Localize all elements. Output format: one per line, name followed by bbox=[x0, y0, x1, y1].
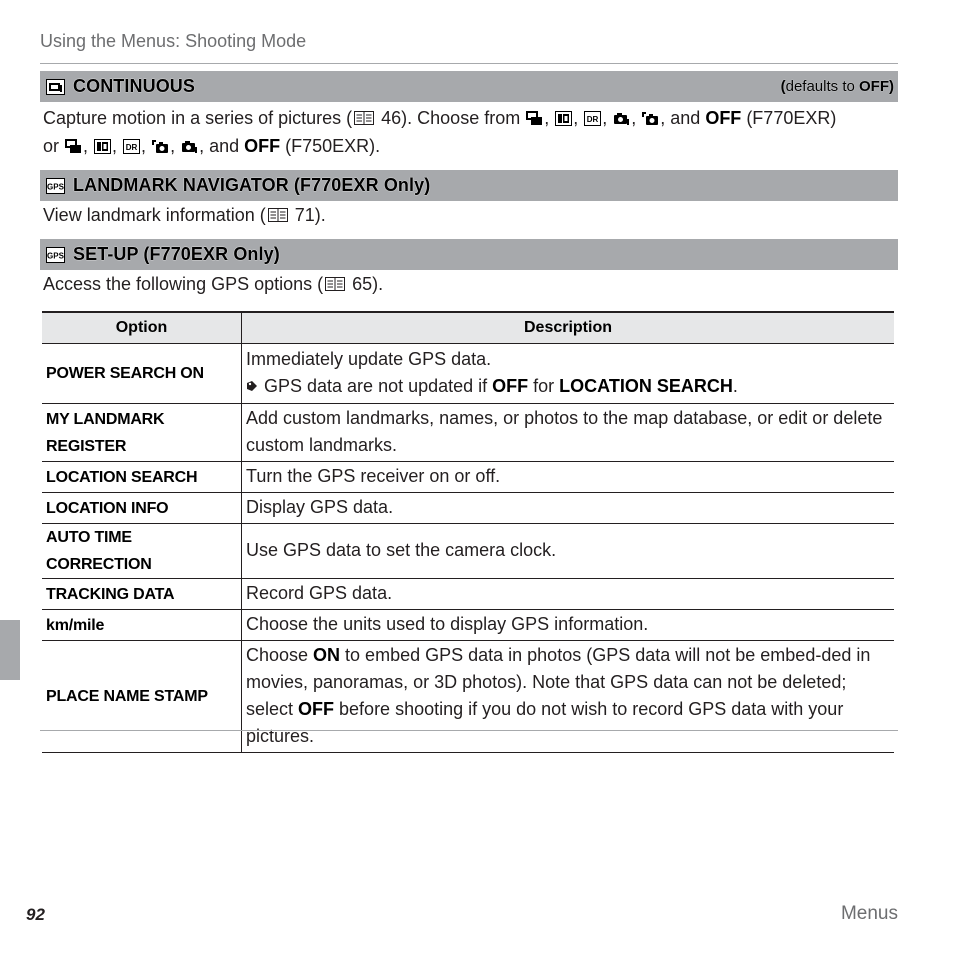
continuous-description: Capture motion in a series of pictures ( 46). Choose from , , DR , , , and OFF (F770EXR) or , , DR , , , and OFF (F750EXR). bbox=[43, 108, 837, 156]
svg-text:DR: DR bbox=[125, 143, 138, 152]
option-name: TRACKING DATA bbox=[42, 579, 242, 610]
option-description: Choose ON to embed GPS data in photos (GPS data will not be embed-ded in movies, panoramas, or 3D photos). Note that GPS data can not be deleted; select OFF before shooting if you do not wish to record GPS data with your pictures. bbox=[242, 641, 895, 753]
best-frame-icon bbox=[555, 111, 572, 126]
landmark-navigator-description: View landmark information ( 71). bbox=[43, 205, 326, 225]
table-row bbox=[42, 493, 894, 524]
top-frames-icon bbox=[65, 139, 82, 154]
table-row bbox=[42, 404, 894, 462]
option-name: LOCATION SEARCH bbox=[42, 462, 242, 493]
note-icon bbox=[246, 380, 258, 392]
book-reference-icon bbox=[354, 111, 374, 125]
option-description: Turn the GPS receiver on or off. bbox=[242, 462, 895, 493]
dr-bracketing-icon bbox=[584, 111, 601, 126]
option-description: Add custom landmarks, names, or photos to the map database, or edit or delete custom landmarks. bbox=[242, 404, 895, 462]
gps-icon bbox=[46, 247, 65, 263]
table-row bbox=[42, 579, 894, 610]
option-name: MY LANDMARK REGISTER bbox=[42, 404, 242, 462]
section-bar-continuous bbox=[40, 71, 898, 102]
svg-text:GPS: GPS bbox=[47, 251, 64, 260]
table-row bbox=[42, 524, 894, 579]
camera-burst-icon bbox=[181, 139, 198, 154]
book-reference-icon bbox=[325, 277, 345, 291]
option-name: POWER SEARCH ON bbox=[42, 344, 242, 404]
option-description: Immediately update GPS data. GPS data are not updated if OFF for LOCATION SEARCH. bbox=[242, 344, 895, 404]
defaults-label: (defaults to OFF) bbox=[780, 78, 894, 95]
column-header-option: Option bbox=[42, 312, 242, 344]
header-rule bbox=[40, 63, 898, 64]
table-row bbox=[42, 610, 894, 641]
section-bar-landmark-navigator bbox=[40, 170, 898, 201]
chapter-name: Menus bbox=[840, 903, 898, 924]
option-name: km/mile bbox=[42, 610, 242, 641]
option-description: Use GPS data to set the camera clock. bbox=[242, 524, 895, 579]
footer-rule bbox=[40, 730, 898, 731]
camera-pre-burst-icon bbox=[642, 111, 659, 126]
chapter-thumb-tab bbox=[0, 620, 20, 680]
camera-pre-burst-icon bbox=[152, 139, 169, 154]
camera-burst-icon bbox=[613, 111, 630, 126]
continuous-mode-icon bbox=[46, 79, 65, 95]
top-frames-icon bbox=[526, 111, 543, 126]
option-description: Record GPS data. bbox=[242, 579, 895, 610]
svg-text:DR: DR bbox=[586, 115, 599, 124]
table-header-row bbox=[42, 312, 894, 344]
section-title-setup: SET-UP (F770EXR Only) bbox=[73, 244, 280, 264]
gps-icon bbox=[46, 178, 65, 194]
running-head: Using the Menus: Shooting Mode bbox=[40, 31, 307, 51]
page-number: 92 bbox=[26, 905, 45, 924]
table-row bbox=[42, 462, 894, 493]
book-reference-icon bbox=[268, 208, 288, 222]
option-name: PLACE NAME STAMP bbox=[42, 641, 242, 753]
section-bar-setup bbox=[40, 239, 898, 270]
section-title-continuous: CONTINUOUS bbox=[73, 76, 195, 96]
column-header-description: Description bbox=[242, 312, 895, 344]
option-description: Choose the units used to display GPS information. bbox=[242, 610, 895, 641]
gps-options-table bbox=[42, 311, 894, 753]
best-frame-icon bbox=[94, 139, 111, 154]
option-name: LOCATION INFO bbox=[42, 493, 242, 524]
section-title-landmark-navigator: LANDMARK NAVIGATOR (F770EXR Only) bbox=[73, 175, 431, 195]
svg-text:GPS: GPS bbox=[47, 182, 64, 191]
dr-bracketing-icon bbox=[123, 139, 140, 154]
table-row bbox=[42, 641, 894, 753]
table-row bbox=[42, 344, 894, 404]
option-description: Display GPS data. bbox=[242, 493, 895, 524]
setup-description: Access the following GPS options ( 65). bbox=[43, 274, 384, 294]
option-name: AUTO TIME CORRECTION bbox=[42, 524, 242, 579]
